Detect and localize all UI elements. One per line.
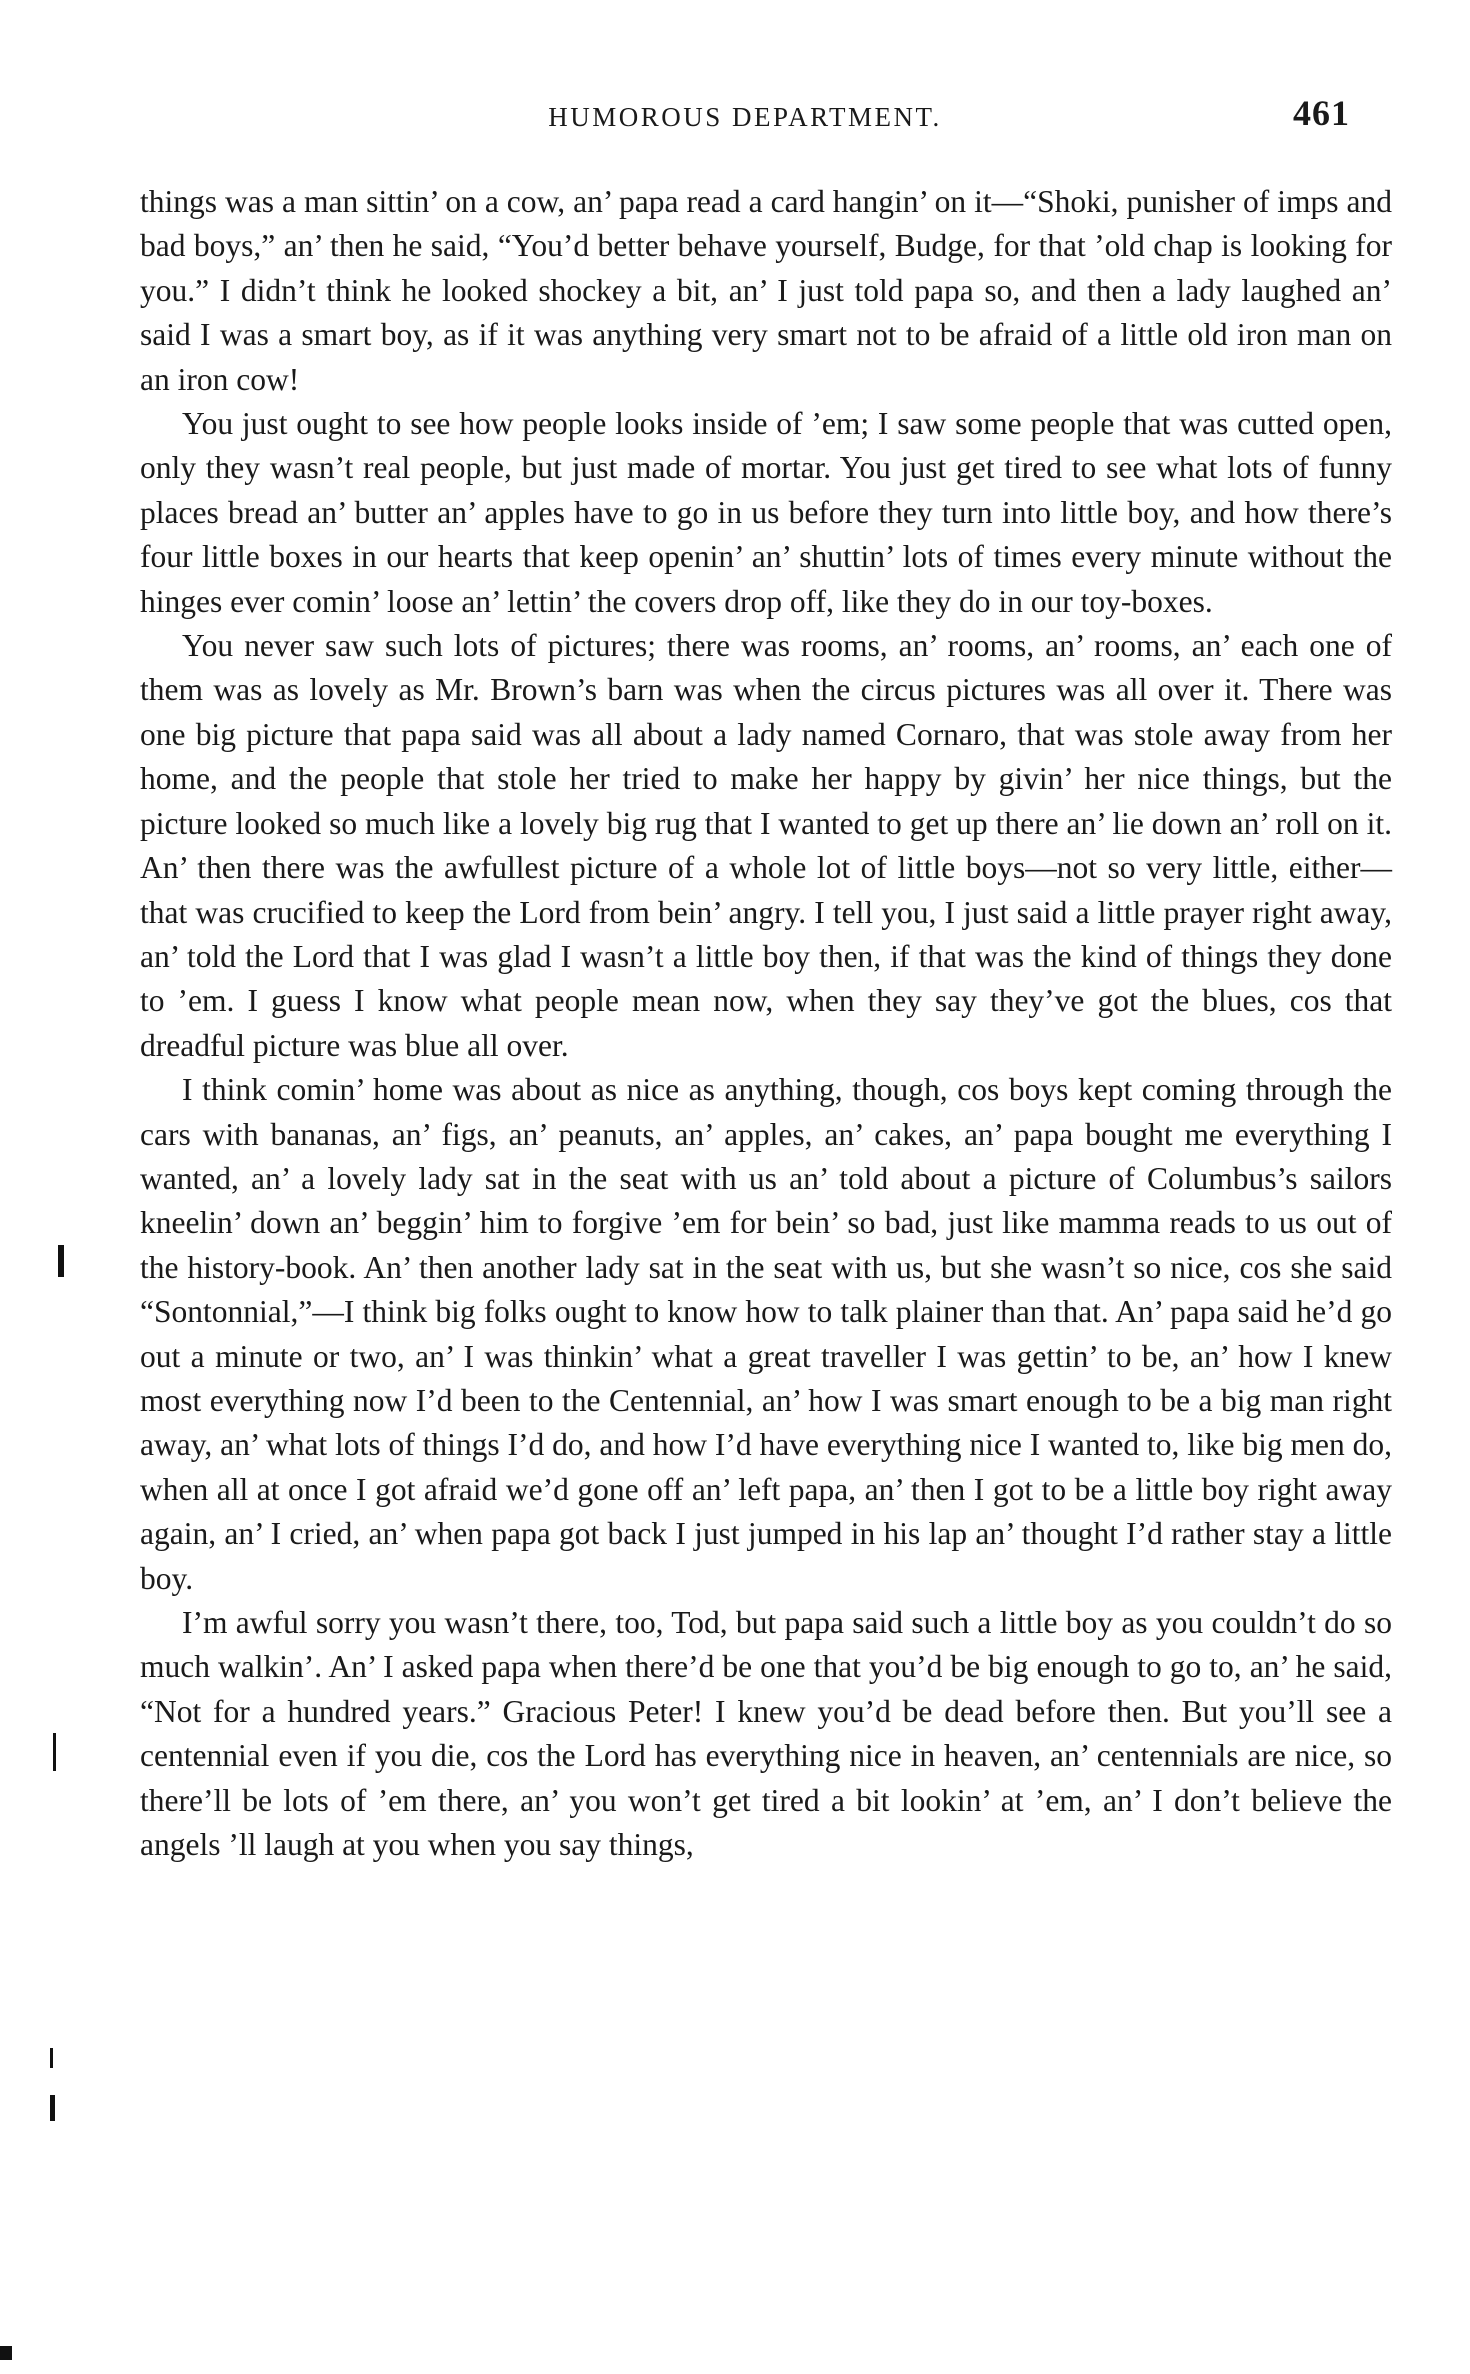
paragraph-5: I’m awful sorry you wasn’t there, too, Tod, but papa said such a little boy as you couldn’t do so much walkin’. An’ I asked papa when there’d be one that you’d be big enough to go to, an’ he said, “Not for a hundred years.” Gracious Peter! I knew you’d be dead before then. But you’ll see a centennial even if you die, cos the Lord has everything nice in heaven, an’ centennials are nice, so there’ll be lots of ’em there, an’ you won’t get tired a bit lookin’ at ’em, an’ I don’t believe the angels ’ll laugh at you when you say things, [140,1605,1392,1863]
margin-mark [0,2346,12,2360]
paragraph-2: You just ought to see how people looks inside of ’em; I saw some people that was cutted open, only they wasn’t real people, but just made of mortar. You just get tired to see what lots of funny places bread an’ butter an’ apples have to go in us before they turn into little boy, and how there’s four little boxes in our hearts that keep openin’ an’ shuttin’ lots of times every minute without the hinges ever comin’ loose an’ lettin’ the covers drop off, like they do in our toy-boxes. [140,406,1392,619]
margin-mark [58,1245,64,1277]
running-head [140,92,1350,142]
margin-mark [53,1733,56,1771]
body-text [140,180,1392,1867]
margin-mark [50,2048,53,2068]
running-title: HUMOROUS DEPARTMENT. [548,102,942,132]
paragraph-1: things was a man sittin’ on a cow, an’ papa read a card hangin’ on it—“Shoki, punisher of imps and bad boys,” an’ then he said, “You’d better behave yourself, Budge, for that ’old chap is looking for you.” I didn’t think he looked shockey a bit, an’ I just told papa so, and then a lady laughed an’ said I was a smart boy, as if it was anything very smart not to be afraid of a little old iron man on an iron cow! [140,184,1392,397]
paragraph-4: I think comin’ home was about as nice as anything, though, cos boys kept coming through the cars with bananas, an’ figs, an’ peanuts, an’ apples, an’ cakes, an’ papa bought me everything I wanted, an’ a lovely lady sat in the seat with us an’ told about a picture of Columbus’s sailors kneelin’ down an’ beggin’ him to forgive ’em for bein’ so bad, just like mamma reads to us out of the history-book. An’ then another lady sat in the seat with us, but she wasn’t so nice, cos she said “Sontonnial,”—I think big folks ought to know how to talk plainer than that. An’ papa said he’d go out a minute or two, an’ I was thinkin’ what a great traveller I was gettin’ to be, an’ how I knew most everything now I’d been to the Centennial, an’ how I was smart enough to be a big man right away, an’ what lots of things I’d do, and how I’d have everything nice I wanted to, like big men do, when all at once I got afraid we’d gone off an’ left papa, an’ then I got to be a little boy right away again, an’ I cried, an’ when papa got back I just jumped in his lap an’ thought I’d rather stay a little boy. [140,1072,1392,1596]
paragraph-3: You never saw such lots of pictures; there was rooms, an’ rooms, an’ rooms, an’ each one of them was as lovely as Mr. Brown’s barn was when the circus pictures was all over it. There was one big picture that papa said was all about a lady named Cornaro, that was stole away from her home, and the people that stole her tried to make her happy by givin’ her nice things, but the picture looked so much like a lovely big rug that I wanted to get up there an’ lie down an’ roll on it. An’ then there was the awfullest picture of a whole lot of little boys—not so very little, either—that was crucified to keep the Lord from bein’ angry. I tell you, I just said a little prayer right away, an’ told the Lord that I was glad I wasn’t a little boy then, if that was the kind of things they done to ’em. I guess I know what people mean now, when they say they’ve got the blues, cos that dreadful picture was blue all over. [140,628,1392,1063]
margin-mark [50,2095,55,2121]
page-number: 461 [1293,93,1350,133]
